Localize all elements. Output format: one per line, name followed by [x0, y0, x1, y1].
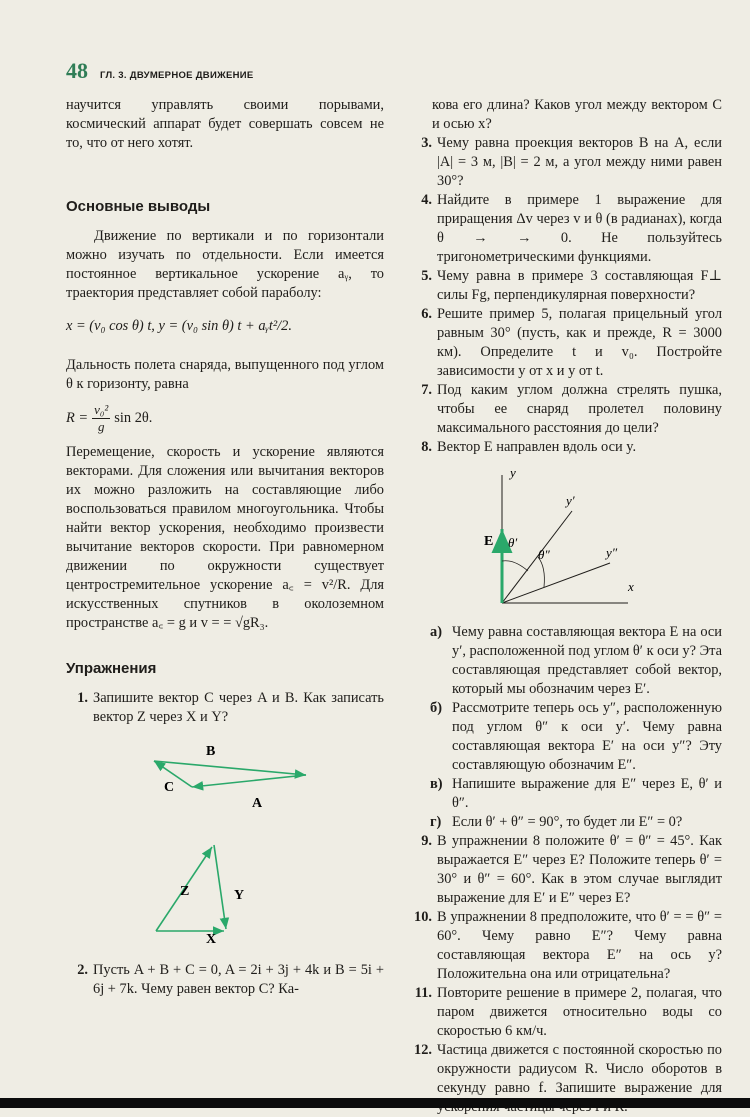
exercise-number: 8.: [421, 439, 432, 455]
exercise-text: Чему равна проекция векторов B на A, если |A| = 3 м, |B| = 2 м, а угол между ними равен 30°?: [437, 135, 722, 189]
label-c: C: [164, 780, 175, 795]
range-formula-numerator: v₀²: [94, 402, 109, 417]
exercise-number: 12.: [414, 1042, 432, 1058]
summary-paragraph-1: Движение по вертикали и по горизонтали можно изучать по отдельности. Если имеется постоянное вертикальное ускорение aᵧ, то траектория представляет собой параболу:: [66, 228, 384, 301]
subpart-g: [410, 813, 722, 832]
exercise-6: [410, 305, 722, 381]
exercise-number: 7.: [421, 382, 432, 398]
subpart-b: [410, 699, 722, 775]
exercise-text: В упражнении 8 положите θ′ = θ″ = 45°. Как выражается E″ через E? Положите теперь θ′ = 30° и θ″ = 60°. Как в этом случае выглядит выражение для E′ и E″ через E?: [437, 833, 722, 906]
exercise-10: [410, 908, 722, 984]
exercise-8: [410, 438, 722, 457]
exercise-text: В упражнении 8 предположите, что θ′ = = θ″ = 60°. Чему равно E″? Чему равна составляющая вектора E″ на ось y? Положительна она или отрицательна?: [437, 909, 722, 982]
exercise-text: Частица движется с постоянной скоростью по окружности радиусом R. Число оборотов в секунду равно f. Запишите выражение для: [437, 1042, 722, 1096]
exercise-text: Чему равна в примере 3 составляющая F⊥ силы Fg, перпендикулярная поверхности?: [437, 268, 722, 303]
label-y-prime: y′: [566, 493, 575, 508]
range-formula-rhs: sin 2θ.: [114, 410, 153, 426]
range-formula: [66, 402, 384, 435]
exercise-number: 1.: [77, 690, 88, 706]
y-prime-axis: [502, 511, 572, 603]
subpart-label: б): [430, 700, 442, 716]
label-z: Z: [180, 884, 190, 899]
label-y-double-prime: y″: [606, 545, 618, 560]
exercise-11: [410, 984, 722, 1041]
exercise-1: [66, 689, 384, 727]
exercise-3: [410, 134, 722, 191]
exercise-7: [410, 381, 722, 438]
summary-heading: Основные выводы: [66, 198, 211, 215]
theta-prime-arc: [502, 561, 528, 571]
exercise-number: 2.: [77, 962, 88, 978]
exercise-text: Решите пример 5, полагая прицельный угол равным 30° (пусть, как и прежде, R = 3000 км). Определите t и v₀. Постройте зависимости y от x и y от t.: [437, 306, 722, 379]
exercise-5: [410, 267, 722, 305]
left-column: [66, 96, 384, 999]
vector-y-line: [214, 845, 226, 929]
label-theta-prime: θ′: [508, 535, 518, 550]
exercise-number: 6.: [421, 306, 432, 322]
label-b: B: [206, 744, 216, 759]
exercise-number: 11.: [414, 985, 432, 1001]
exercise-number: 4.: [421, 192, 432, 208]
subpart-label: в): [430, 776, 443, 792]
chapter-title: ГЛ. 3. ДВУМЕРНОЕ ДВИЖЕНИЕ: [100, 70, 254, 81]
subpart-a: [410, 623, 722, 699]
exercise-9: [410, 832, 722, 908]
label-e: E: [484, 534, 494, 549]
exercise-number: 10.: [414, 909, 432, 925]
exercise-text: Найдите в примере 1 выражение для приращения Δv через v и θ (в радианах), когда θ → → 0. Не пользуйтесь тригонометрическими функциями.: [437, 192, 722, 265]
intro-paragraph: научится управлять своими порывами, космический аппарат будет совершать совсем не то, что от него хотят.: [66, 97, 384, 151]
vector-diagram-1: [66, 735, 384, 945]
summary-paragraph-2: Дальность полета снаряда, выпущенного под углом θ к горизонту, равна: [66, 357, 384, 392]
exercise-4: [410, 191, 722, 267]
exercises-heading: Упражнения: [66, 660, 157, 677]
subpart-v: [410, 775, 722, 813]
axes-diagram: [410, 463, 722, 613]
right-column: [410, 96, 722, 1117]
label-y: Y: [234, 888, 245, 903]
exercise-number: 3.: [421, 135, 432, 151]
subpart-text: Рассмотрите теперь ось y″, расположенную под углом θ″ к оси y′. Чему равна составляющая вектора E′ на оси y″? Эту составляющую обозначим E″.: [452, 700, 722, 773]
exercise-text: Запишите вектор C через A и B. Как записать вектор Z через X и Y?: [93, 690, 384, 725]
exercise-8-subparts: [410, 623, 722, 832]
subpart-label: г): [430, 814, 442, 830]
range-formula-lhs: R =: [66, 410, 89, 426]
page-header: [66, 58, 254, 84]
subpart-text: Напишите выражение для E″ через E, θ′ и θ″.: [452, 776, 722, 811]
page-number: 48: [66, 58, 88, 83]
label-x-axis: x: [628, 579, 634, 594]
label-theta-double-prime: θ″: [538, 547, 550, 562]
exercise-number: 9.: [421, 833, 432, 849]
scan-bottom-edge: [0, 1098, 750, 1108]
exercise-text: Пусть A + B + C = 0, A = 2i + 3j + 4k и B = 5i + 6j + 7k. Чему равен вектор C? Ка-: [93, 962, 384, 997]
subpart-text: Если θ′ + θ″ = 90°, то будет ли E″ = 0?: [452, 814, 683, 830]
trajectory-formula: x = (v₀ cos θ) t, y = (v₀ sin θ) t + aᵧt²/2.: [66, 318, 292, 334]
exercise-2-continued: кова его длина? Каков угол между вектором C и осью x?: [432, 97, 722, 132]
label-x: X: [206, 932, 217, 945]
range-formula-denominator: g: [97, 419, 105, 434]
exercise-number: 5.: [421, 268, 432, 284]
subpart-label: а): [430, 624, 442, 640]
vector-b-line: [154, 761, 306, 775]
range-formula-fraction: [92, 402, 110, 435]
label-a: A: [252, 796, 263, 811]
exercise-text: Вектор E направлен вдоль оси y.: [437, 439, 637, 455]
label-y-axis: y: [510, 465, 516, 480]
vector-a-line: [192, 775, 306, 787]
subpart-text: Чему равна составляющая вектора E на оси y′, расположенной под углом θ′ к оси y? Эта составляющая представляет собой вектор, который мы обозначим через E′.: [452, 624, 722, 697]
exercise-2: [66, 961, 384, 999]
exercise-text: Под каким углом должна стрелять пушка, чтобы ее снаряд пролетел половину максимального расстояния до цели?: [437, 382, 722, 436]
exercise-text: Повторите решение в примере 2, полагая, что паром движется относительно воды со скоростью 6 км/ч.: [437, 985, 722, 1039]
summary-paragraph-3: Перемещение, скорость и ускорение являются векторами. Для сложения или вычитания векторов их можно разложить на составляющие либо воспользоваться правилом многоугольника. Чтобы найти вектор ускорения, необходимо произвести вычитание векторов скорости. При равномерном движении по окружности существует центростремительное ускорение a꜀ = v²/R. Для искусственных спутников в околоземном пространстве a꜀ = g и v = = √gR₃.: [66, 444, 384, 631]
y-double-prime-axis: [502, 563, 610, 603]
